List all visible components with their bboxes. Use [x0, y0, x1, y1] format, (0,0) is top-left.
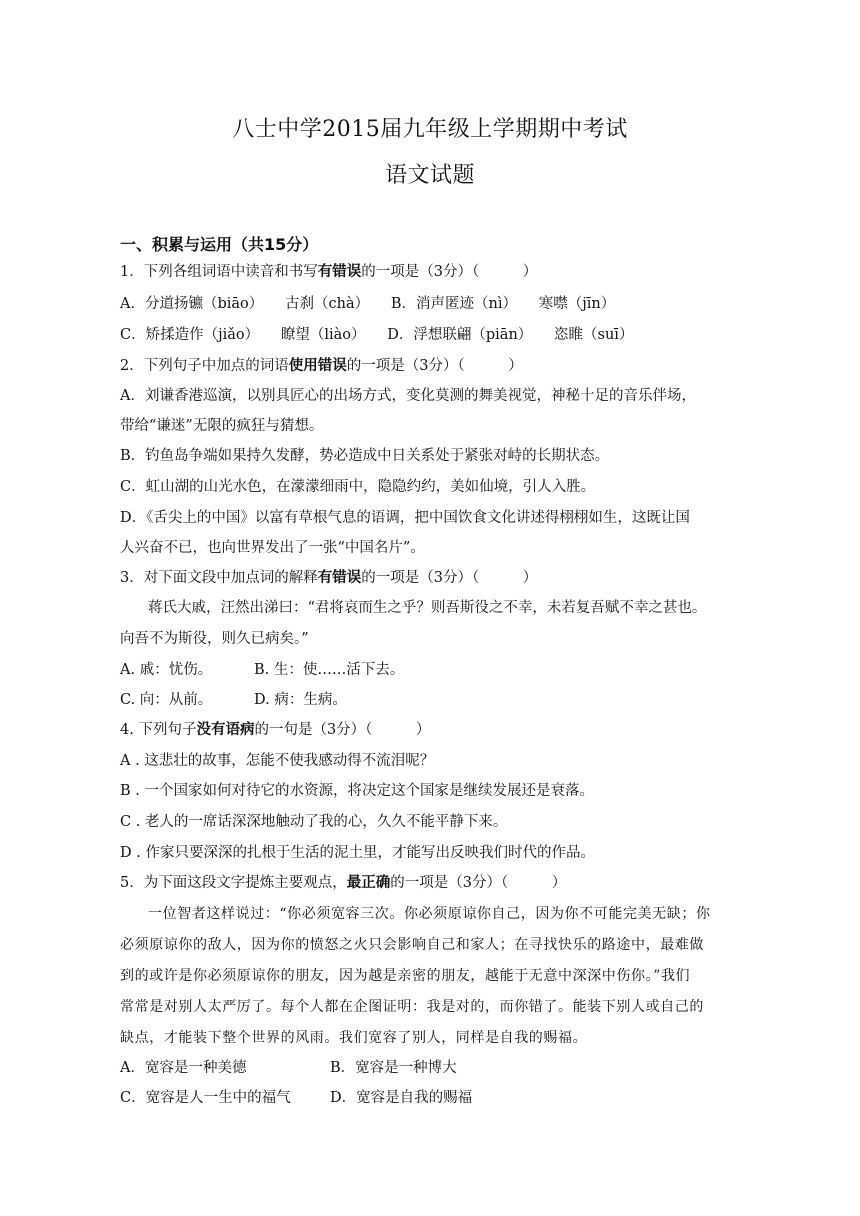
question-1-options-ab: A．分道扬镳（biāo） 古刹（chà） B．消声匿迹（nì） 寒噤（jīn）: [120, 296, 616, 312]
question-5-passage-3: 到的或许是你必须原谅你的朋友，因为越是亲密的朋友，越能于无意中深深中伤你。”我们: [120, 968, 691, 984]
question-5-passage-5: 缺点，才能装下整个世界的风雨。我们宽容了别人，同样是自我的赐福。: [120, 1030, 588, 1046]
question-1-stem: 1．下列各组词语中读音和书写有错误的一项是（3分）（ ）: [120, 263, 538, 280]
question-2-option-d: D．《舌尖上的中国》以富有草根气息的语调，把中国饮食文化讲述得栩栩如生，这既让国: [120, 510, 690, 526]
question-3-option-a: A. 戚：忧伤。: [120, 662, 213, 678]
section-heading: 一、积累与运用（共15分）: [120, 235, 319, 254]
question-5-option-b: B．宽容是一种博大: [330, 1060, 457, 1076]
question-3-option-d: D. 病：生病。: [254, 692, 347, 708]
question-2-option-d-cont: 人兴奋不已，也向世界发出了一张“中国名片”。: [120, 540, 425, 556]
question-3-passage-2: 向吾不为斯役，则久已病矣。”: [120, 631, 309, 647]
exam-title: 八士中学2015届九年级上学期期中考试: [232, 117, 628, 142]
question-5-passage-1: 一位智者这样说过：“你必须宽容三次。你必须原谅你自己，因为你不可能完美无缺；你: [148, 906, 711, 922]
question-5-option-a: A．宽容是一种美德: [120, 1060, 247, 1076]
question-3-option-b: B. 生：使……活下去。: [254, 662, 405, 678]
question-3-option-c: C. 向：从前。: [120, 692, 213, 708]
question-2-stem: 2．下列句子中加点的词语使用错误的一项是（3分）（ ）: [120, 357, 523, 374]
question-2-option-a-cont: 带给“谦迷”无限的疯狂与猜想。: [120, 418, 324, 434]
question-2-option-b: B．钓鱼岛争端如果持久发酵，势必造成中日关系处于紧张对峙的长期状态。: [120, 448, 610, 464]
question-4-option-c: C . 老人的一席话深深地触动了我的心，久久不能平静下来。: [120, 814, 508, 830]
question-4-option-d: D . 作家只要深深的扎根于生活的泥土里，才能写出反映我们时代的作品。: [120, 845, 595, 861]
question-5-passage-2: 必须原谅你的敌人，因为你的愤怒之火只会影响自己和家人；在寻找快乐的路途中，最难做: [120, 937, 704, 953]
question-3-passage-1: 蒋氏大戚，汪然出涕曰：“君将哀而生之乎？则吾斯役之不幸，未若复吾赋不幸之甚也。: [148, 600, 707, 616]
question-2-option-c: C．虹山湖的山光水色，在濛濛细雨中，隐隐约约，美如仙境，引人入胜。: [120, 479, 596, 495]
question-4-stem: 4. 下列句子没有语病的一句是（3分）（ ）: [120, 721, 431, 738]
question-3-stem: 3．对下面文段中加点词的解释有错误的一项是（3分）（ ）: [120, 569, 538, 586]
question-5-option-d: D．宽容是自我的赐福: [330, 1090, 473, 1106]
question-5-stem: 5．为下面这段文字提炼主要观点，最正确的一项是（3分）（ ）: [120, 874, 567, 891]
question-5-passage-4: 常常是对别人太严厉了。每个人都在企图证明：我是对的，而你错了。能装下别人或自己的: [120, 999, 704, 1015]
question-5-option-c: C．宽容是人一生中的福气: [120, 1090, 291, 1106]
question-1-options-cd: C．矫揉造作（jiǎo） 瞭望（liào） D．浮想联翩（piān） 恣睢（suī）: [120, 327, 634, 343]
question-2-option-a: A．刘谦香港巡演，以别具匠心的出场方式，变化莫测的舞美视觉，神秘十足的音乐伴场，: [120, 388, 696, 404]
question-4-option-b: B . 一个国家如何对待它的水资源，将决定这个国家是继续发展还是衰落。: [120, 783, 594, 799]
exam-subtitle: 语文试题: [384, 163, 475, 188]
question-4-option-a: A . 这悲壮的故事，怎能不使我感动得不流泪呢？: [120, 753, 435, 769]
